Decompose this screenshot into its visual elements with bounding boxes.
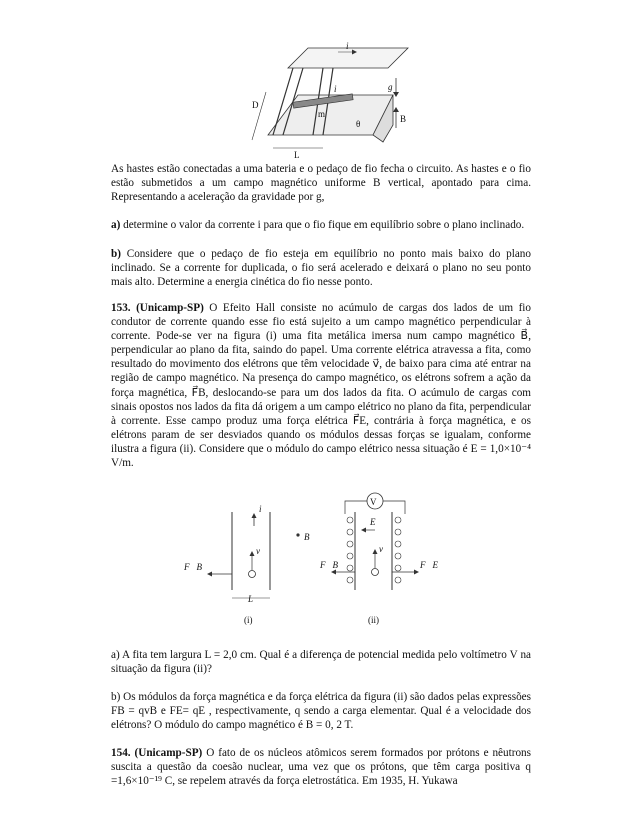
fig-i-label-i: i — [259, 504, 262, 514]
label-D: D — [252, 100, 259, 110]
label-i-top: i — [346, 41, 349, 51]
fig-ii-caption: (ii) — [368, 615, 379, 625]
question-154-text: O fato de os núcleos atômicos serem formados por prótons e nêutrons suscita a questão da coesão nuclear, uma vez que os prótons, que têm carga positiva q =1,6×10⁻¹⁹ C, se repelem através da força eletrostática. Em 1935, H. Yukawa — [111, 747, 531, 788]
question-a-label: a) — [111, 219, 121, 231]
hall-effect-figure — [170, 492, 470, 632]
fig-ii-label-E: E⃗ — [370, 517, 383, 527]
label-i-mid: i — [334, 84, 337, 94]
label-L: L — [294, 150, 300, 160]
question-a — [111, 218, 531, 232]
label-theta: θ — [356, 119, 361, 129]
question-153-b: b) Os módulos da força magnética e da força elétrica da figura (ii) são dados pelas expressões FB = qvB e FE= qE , respectivamente, q sendo a carga elementar. Qual é a velocidade dos elétrons? O módulo do campo magnético é B = 0, 2 T. — [111, 691, 531, 732]
fig-i-label-FB: F⃗B — [184, 562, 202, 572]
fig-ii-label-V: V — [370, 497, 377, 507]
fig-i-label-L: L — [248, 594, 254, 604]
question-b-text: Considere que o pedaço de fio esteja em equilíbrio no ponto mais baixo do plano inclinado. Se a corrente for duplicada, o fio será acelerado e deixará o plano no seu ponto mais alto. Determine a energia cinética do fio nesse ponto. — [111, 248, 531, 289]
question-154 — [111, 746, 531, 788]
fig-i-caption: (i) — [244, 615, 253, 625]
fig-label-B: B⃗ — [304, 532, 317, 542]
question-153-text: O Efeito Hall consiste no acúmulo de cargas dos lados de um fio condutor de corrente quando esse fio está sujeito a um campo magnético perpendicular à corrente. Pode-se ver na figura (i) uma fita metálica imersa num campo magnético B⃗, perpendicular ao plano da fita, saindo do papel. Uma corrente elétrica atravessa a fita, como resultado do movimento dos elétrons que têm velocidade v⃗, de baixo para cima até entrar na região de campo magnético. Na presença do campo magnético, os elétrons sofrem a ação da força magnética, F⃗B, deslocando-se para um dos lados da fita. O acúmulo de cargas com sinais opostos nos lados da fita dá origem a um campo elétrico no plano da fita, perpendicular à corrente. Esse campo produz uma força elétrica F⃗E, contrária à força magnética, e os elétrons param de ser desviados quando os módulos dessas forças se igualam, conforme ilustra a figura (ii). Considere que o módulo do campo elétrico nessa situação é E = 1,0×10⁻⁴ V/m. — [111, 302, 531, 470]
question-b-label: b) — [111, 248, 121, 260]
fig-ii-label-v: v — [379, 544, 383, 554]
fig-ii-label-FB: F⃗B — [320, 560, 338, 570]
fig-ii-label-FE: F⃗E — [420, 560, 438, 570]
rails-incline-figure — [238, 40, 418, 165]
paragraph-intro: As hastes estão conectadas a uma bateria e o pedaço de fio fecha o circuito. As hastes e o fio estão submetidos a um campo magnético uniforme B vertical, apontado para cima. Representando a aceleração da gravidade por g, — [111, 163, 531, 204]
label-B: B — [400, 114, 407, 124]
question-153-label: 153. (Unicamp-SP) — [111, 302, 204, 314]
question-a-text: determine o valor da corrente i para que o fio fique em equilíbrio sobre o plano inclinado. — [120, 219, 525, 231]
question-b — [111, 247, 531, 289]
question-154-label: 154. (Unicamp-SP) — [111, 747, 203, 759]
label-g: g — [388, 82, 393, 92]
question-153 — [111, 301, 531, 470]
label-m: m — [318, 109, 326, 119]
question-153-a: a) A fita tem largura L = 2,0 cm. Qual é a diferença de potencial medida pelo voltímetro V na situação da figura (ii)? — [111, 649, 531, 676]
fig-i-label-v: v — [256, 546, 260, 556]
